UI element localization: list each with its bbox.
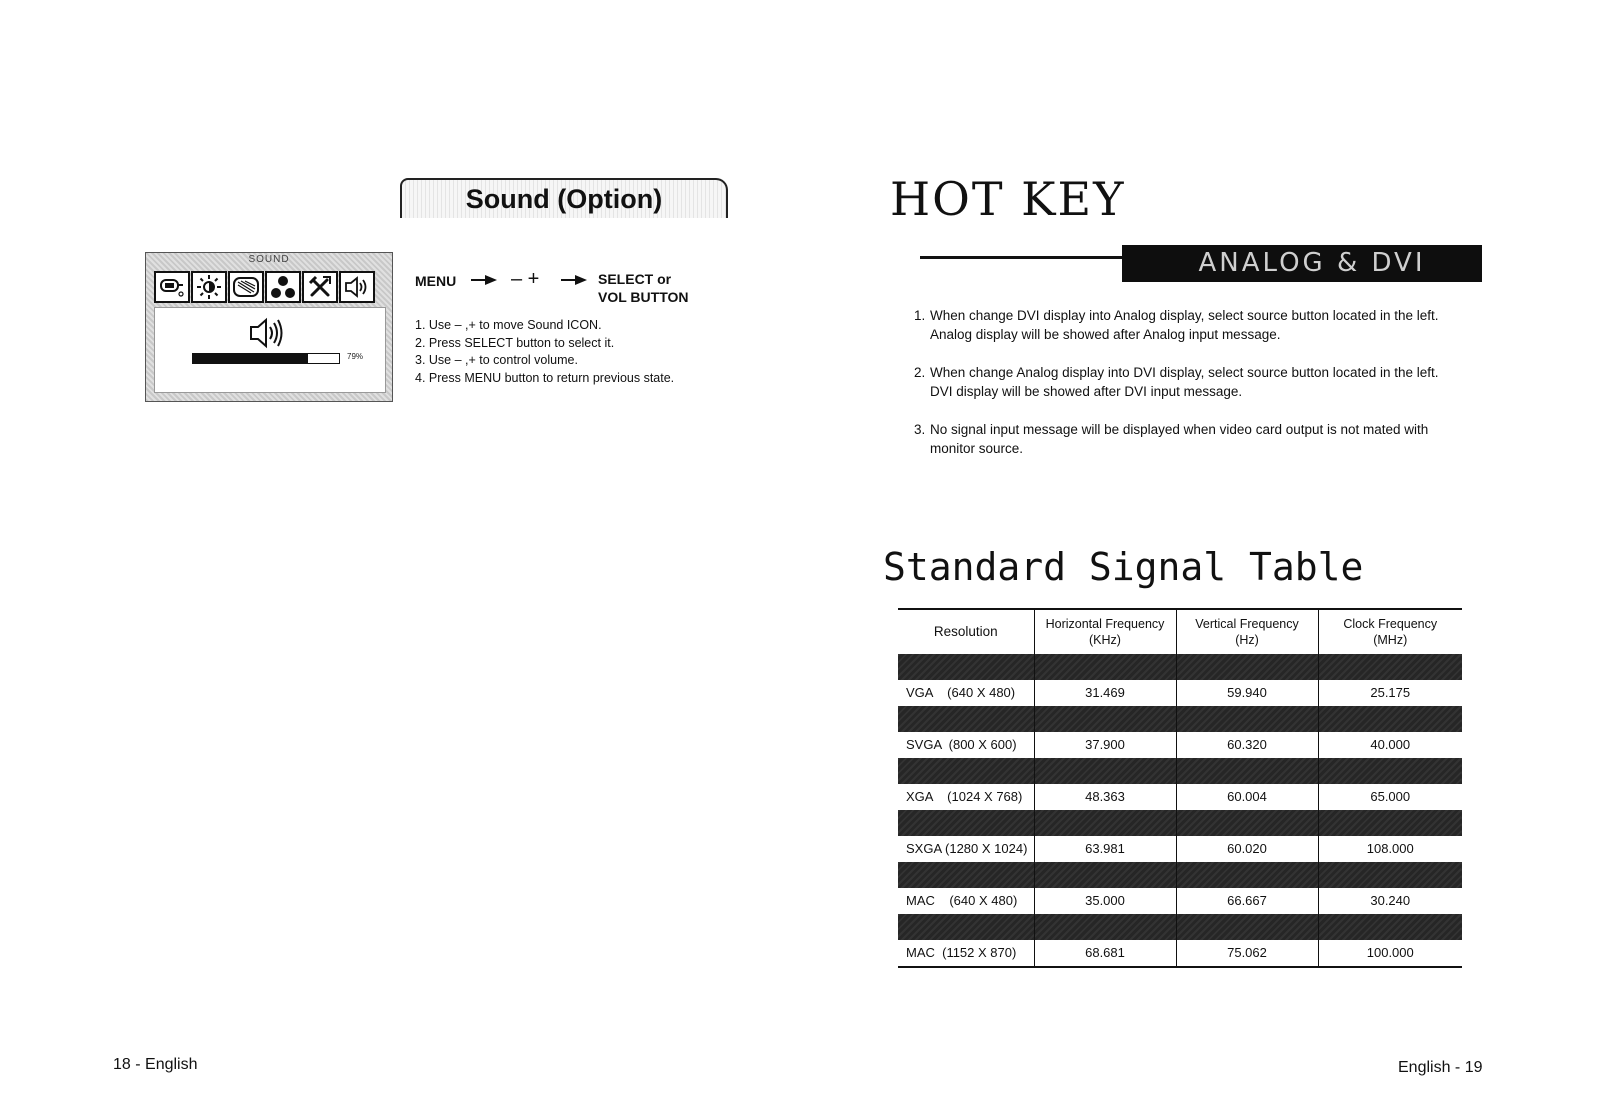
list-item: 3. Use – ,+ to control volume. [415,353,578,367]
item-line2: Analog display will be showed after Analog input message. [930,327,1281,342]
hotkey-list [914,306,1474,477]
cell-resolution: MAC (1152 X 870) [906,945,1017,960]
sound-option-banner [400,178,728,218]
item-line1: When change Analog display into DVI display, select source button located in the left. [930,365,1439,380]
table-row [898,836,1462,862]
cell-hfreq: 37.900 [1034,732,1176,758]
list-item [914,306,1474,344]
cell-hfreq: 31.469 [1034,680,1176,706]
cell-vfreq: 66.667 [1176,888,1318,914]
item-line2: DVI display will be showed after DVI input message. [930,384,1243,399]
select-label [598,270,689,306]
list-item [914,420,1474,458]
osd-volume-panel [154,307,386,393]
cell-vfreq: 60.004 [1176,784,1318,810]
shaded-separator [898,810,1462,836]
shaded-separator [898,706,1462,732]
list-item [914,363,1474,401]
cell-clock: 100.000 [1318,940,1462,967]
table-row [898,888,1462,914]
cell-vfreq: 60.320 [1176,732,1318,758]
cell-vfreq: 60.020 [1176,836,1318,862]
list-item: 4. Press MENU button to return previous state. [415,370,675,385]
item-number: 2. [914,365,926,380]
brightness-icon [191,271,227,303]
header-clock-frequency: Clock Frequency (MHz) [1318,609,1462,654]
tools-icon [302,271,338,303]
cell-resolution: SVGA (800 X 600) [906,737,1017,752]
volume-speaker-icon [247,316,287,355]
select-line2: VOL BUTTON [598,289,689,305]
item-line1: When change DVI display into Analog display, select source button located in the left. [930,308,1439,323]
header-horizontal-frequency: Horizontal Frequency (KHz) [1034,609,1176,654]
cell-hfreq: 48.363 [1034,784,1176,810]
shaded-separator [898,758,1462,784]
cell-resolution: XGA (1024 X 768) [906,789,1023,804]
table-row [898,680,1462,706]
arrow-right-icon [561,275,587,285]
header-resolution: Resolution [933,624,998,639]
cell-resolution: SXGA (1280 X 1024) [906,841,1028,856]
item-line1: No signal input message will be displayed when video card output is not mated with [930,422,1429,437]
table-title: Standard Signal Table [883,545,1364,589]
minus-plus-label: – + [511,268,540,290]
cell-clock: 25.175 [1318,680,1462,706]
volume-slider [192,353,340,364]
menu-sequence [415,270,715,310]
cell-resolution: VGA (640 X 480) [906,685,1016,700]
cell-clock: 30.240 [1318,888,1462,914]
shaded-separator [898,862,1462,888]
title-rule [920,256,1125,259]
select-line1: SELECT or [598,271,672,287]
section-title: Sound (Option) [465,184,663,214]
item-line2: monitor source. [930,441,1024,456]
header-vertical-frequency: Vertical Frequency (Hz) [1176,609,1318,654]
menu-label: MENU [415,273,457,289]
osd-sound-menu [145,252,393,402]
cell-vfreq: 59.940 [1176,680,1318,706]
cell-hfreq: 63.981 [1034,836,1176,862]
cell-clock: 40.000 [1318,732,1462,758]
page-title: HOT KEY [890,172,1126,226]
shaded-separator [898,914,1462,940]
page-number-right: English - 19 [1398,1059,1483,1076]
table-header-row [898,609,1462,654]
analog-dvi-bar [1122,245,1482,282]
list-item: 1. Use – ,+ to move Sound ICON. [415,318,602,332]
volume-percent: 79% [347,352,364,361]
volume-slider-fill [193,354,308,363]
list-item: 2. Press SELECT button to select it. [415,335,615,350]
osd-title: SOUND [248,254,290,265]
image-icon [228,271,264,303]
bar-label: ANALOG & DVI [1198,248,1426,278]
sound-steps-list [415,317,674,387]
input-select-icon [154,271,190,303]
item-number: 1. [914,308,926,323]
table-row [898,732,1462,758]
table-row [898,784,1462,810]
shaded-separator [898,654,1462,680]
cell-clock: 65.000 [1318,784,1462,810]
color-icon [265,271,301,303]
page-number-left: 18 - English [113,1056,198,1073]
item-number: 3. [914,422,926,437]
arrow-right-icon [471,275,497,285]
cell-hfreq: 35.000 [1034,888,1176,914]
cell-clock: 108.000 [1318,836,1462,862]
cell-vfreq: 75.062 [1176,940,1318,967]
cell-hfreq: 68.681 [1034,940,1176,967]
osd-icon-row [154,271,376,305]
table-row [898,940,1462,967]
cell-resolution: MAC (640 X 480) [906,893,1018,908]
speaker-icon [339,271,375,303]
standard-signal-table [898,608,1462,968]
